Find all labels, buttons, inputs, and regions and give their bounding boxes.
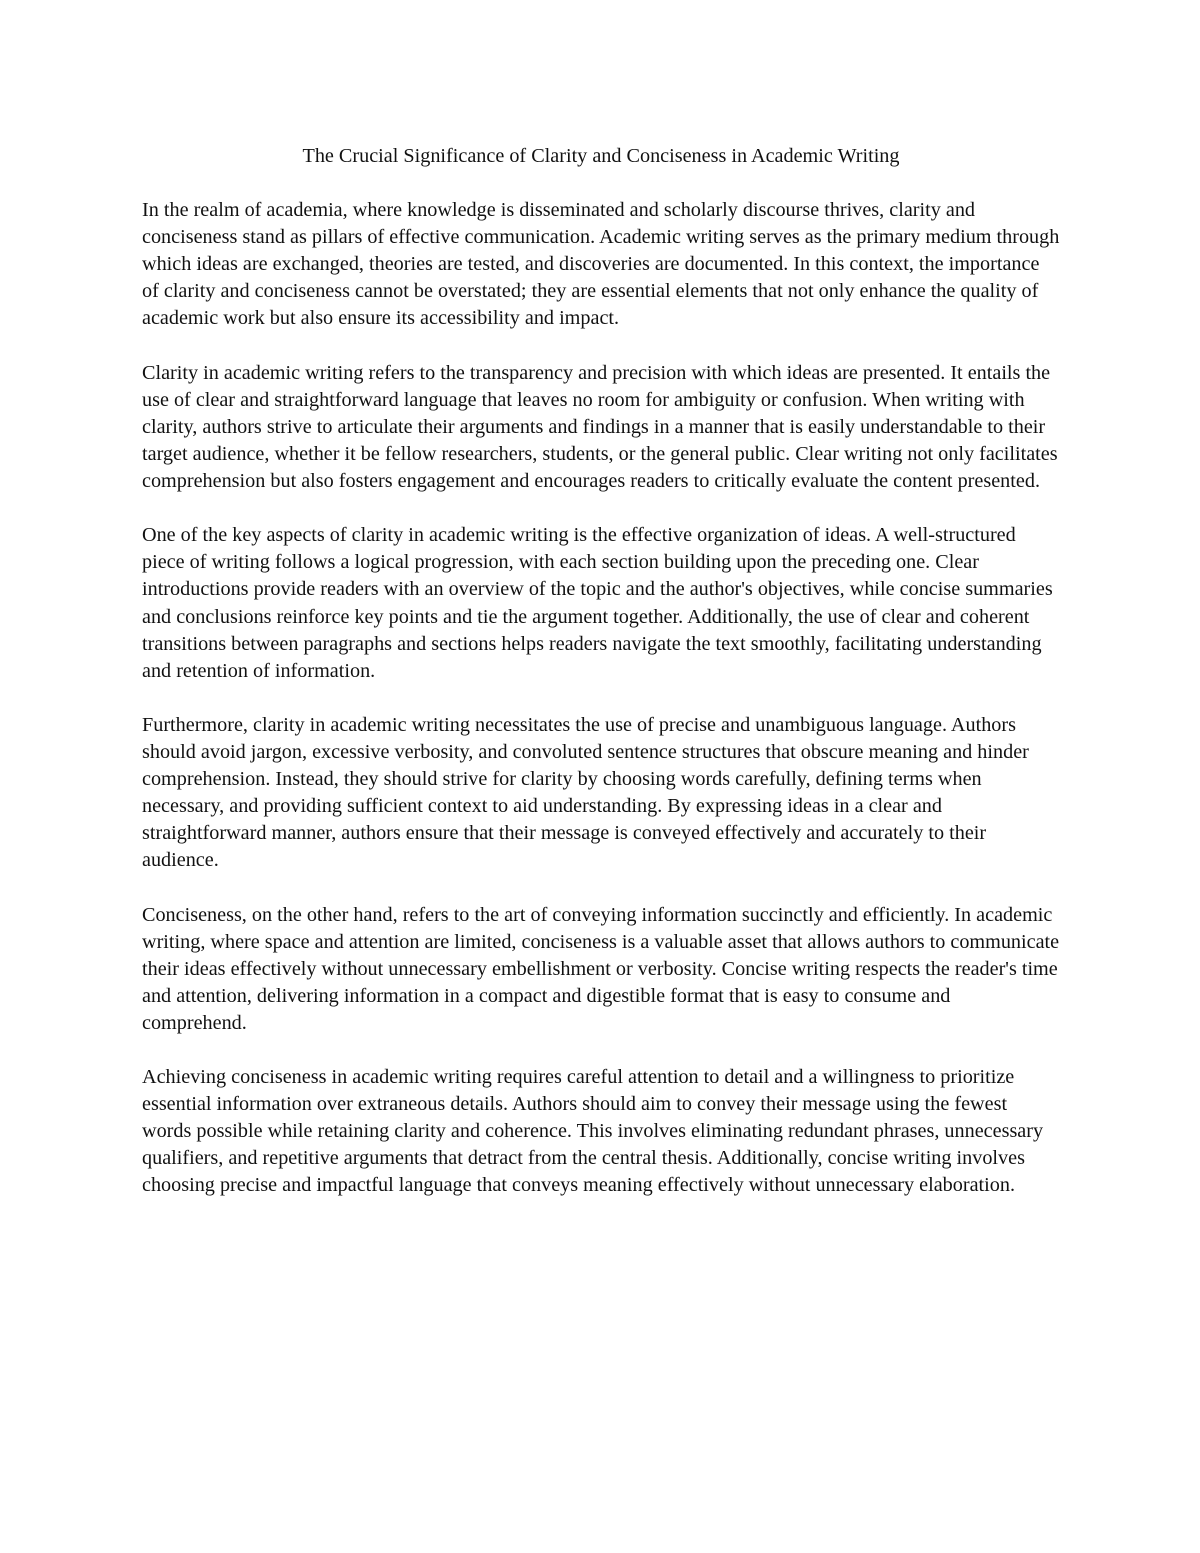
paragraph-1: In the realm of academia, where knowledge is disseminated and scholarly discourse thrives, clarity and conciseness stand as pillars of effective communication. Academic writing serves as the primary medium through which ideas are exchanged, theories are tested, and discoveries are documented. In this context, the importance of clarity and conciseness cannot be overstated; they are essential elements that not only enhance the quality of academic work but also ensure its accessibility and impact. bbox=[142, 199, 1060, 330]
document-title: The Crucial Significance of Clarity and Conciseness in Academic Writing bbox=[302, 145, 900, 167]
paragraph-4: Furthermore, clarity in academic writing necessitates the use of precise and unambiguous language. Authors should avoid jargon, excessive verbosity, and convoluted sentence structures that obscure meaning and hinder comprehension. Instead, they should strive for clarity by choosing words carefully, defining terms when necessary, and providing sufficient context to aid understanding. By expressing ideas in a clear and straightforward manner, authors ensure that their message is conveyed effectively and accurately to their audience. bbox=[142, 713, 1029, 872]
paragraph-2: Clarity in academic writing refers to the transparency and precision with which ideas are presented. It entails the use of clear and straightforward language that leaves no room for ambiguity or confusion. When writing with clarity, authors strive to articulate their arguments and findings in a manner that is easily understandable to their target audience, whether it be fellow researchers, students, or the general public. Clear writing not only facilitates comprehension but also fosters engagement and encourages readers to critically evaluate the content presented. bbox=[142, 361, 1058, 493]
paragraph-6: Achieving conciseness in academic writing requires careful attention to detail and a willingness to prioritize essential information over extraneous details. Authors should aim to convey their message using the fewest words possible while retaining clarity and coherence. This involves eliminating redundant phrases, unnecessary qualifiers, and repetitive arguments that detract from the central thesis. Additionally, concise writing involves choosing precise and impactful language that conveys meaning effectively without unnecessary elaboration. bbox=[142, 1066, 1044, 1197]
document-body bbox=[142, 143, 1060, 1200]
paragraph-3: One of the key aspects of clarity in academic writing is the effective organization of ideas. A well-structured piece of writing follows a logical progression, with each section building upon the preceding one. Clear introductions provide readers with an overview of the topic and the author's objectives, while concise summaries and conclusions reinforce key points and tie the argument together. Additionally, the use of clear and coherent transitions between paragraphs and sections helps readers navigate the text smoothly, facilitating understanding and retention of information. bbox=[142, 524, 1053, 682]
paragraph-5: Conciseness, on the other hand, refers to the art of conveying information succinctly and efficiently. In academic writing, where space and attention are limited, conciseness is a valuable asset that allows authors to communicate their ideas effectively without unnecessary embellishment or verbosity. Concise writing respects the reader's time and attention, delivering information in a compact and digestible format that is easy to consume and comprehend. bbox=[142, 903, 1060, 1034]
